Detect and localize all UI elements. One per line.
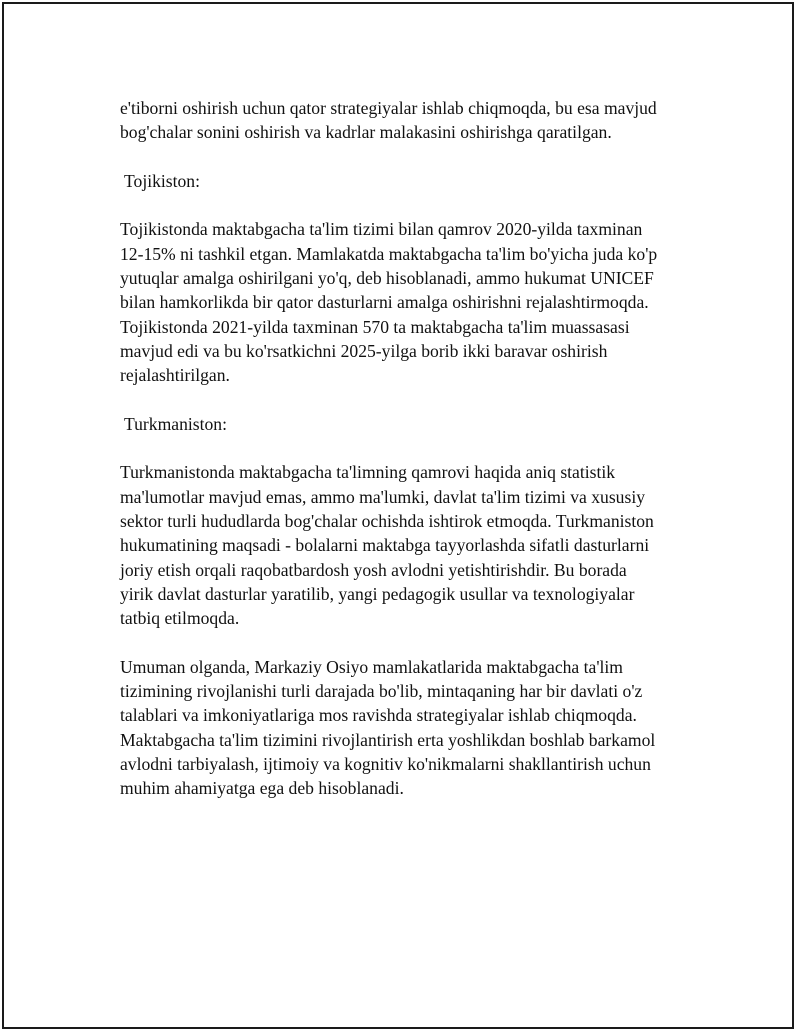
text-line: rejalashtirilgan. [120, 365, 230, 386]
paragraph-turkmaniston [120, 460, 700, 630]
text-line: joriy etish orqali raqobatbardosh yosh avlodni yetishtirishdir. Bu borada [120, 559, 627, 580]
heading-text: Turkmaniston: [124, 413, 227, 434]
text-line: 12-15% ni tashkil etgan. Mamlakatda maktabgacha ta'lim bo'yicha juda ko'p [120, 243, 658, 264]
paragraph-intro-continuation [120, 96, 700, 145]
text-line: avlodni tarbiyalash, ijtimoiy va kognitiv ko'nikmalarni shakllantirish uchun [120, 754, 651, 775]
text-line: hukumatining maqsadi - bolalarni maktabga tayyorlashda sifatli dasturlarni [120, 535, 650, 556]
text-line: bilan hamkorlikda bir qator dasturlarni amalga oshirishni rejalashtirmoqda. [120, 292, 649, 313]
text-line: Umuman olganda, Markaziy Osiyo mamlakatlarida maktabgacha ta'lim [120, 656, 623, 677]
text-line: sektor turli hududlarda bog'chalar ochishda ishtirok etmoqda. Turkmaniston [120, 511, 654, 532]
paragraph-tojikiston [120, 217, 700, 387]
text-line: yutuqlar amalga oshirilgani yo'q, deb hisoblanadi, ammo hukumat UNICEF [120, 268, 654, 289]
text-line: talablari va imkoniyatlariga mos ravishda strategiyalar ishlab chiqmoqda. [120, 705, 637, 726]
text-line: Turkmanistonda maktabgacha ta'limning qamrovi haqida aniq statistik [120, 462, 616, 483]
text-line: e'tiborni oshirish uchun qator strategiyalar ishlab chiqmoqda, bu esa mavjud [120, 98, 657, 118]
text-line: tatbiq etilmoqda. [120, 608, 240, 629]
text-line: Maktabgacha ta'lim tizimini rivojlantirish erta yoshlikdan boshlab barkamol [120, 729, 656, 750]
text-line: tizimining rivojlanishi turli darajada bo'lib, mintaqaning har bir davlati o'z [120, 681, 643, 702]
paragraph-conclusion [120, 655, 700, 801]
text-line: Tojikistonda 2021-yilda taxminan 570 ta maktabgacha ta'lim muassasasi [120, 316, 630, 337]
heading-text: Tojikiston: [124, 170, 200, 191]
document-body [120, 96, 700, 825]
text-line: muhim ahamiyatga ega deb hisoblanadi. [120, 778, 404, 799]
text-line: bog'chalar sonini oshirish va kadrlar malakasini oshirishga qaratilgan. [120, 122, 612, 143]
document-page [2, 2, 794, 1029]
heading-turkmaniston [120, 412, 700, 436]
text-line: ma'lumotlar mavjud emas, ammo ma'lumki, davlat ta'lim tizimi va xususiy [120, 486, 646, 507]
text-line: Tojikistonda maktabgacha ta'lim tizimi bilan qamrov 2020-yilda taxminan [120, 219, 643, 240]
heading-tojikiston [120, 169, 700, 193]
text-line: mavjud edi va bu ko'rsatkichni 2025-yilga borib ikki baravar oshirish [120, 340, 608, 361]
text-line: yirik davlat dasturlar yaratilib, yangi pedagogik usullar va texnologiyalar [120, 583, 635, 604]
